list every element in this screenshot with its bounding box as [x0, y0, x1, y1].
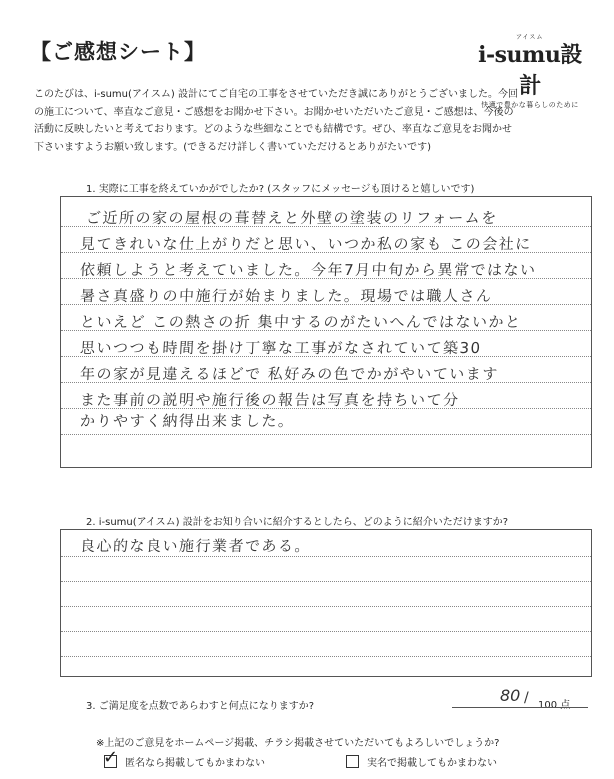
logo-main: i-sumu設計 [478, 42, 582, 99]
answer-2-line: 良心的な良い施行業者である。 [79, 537, 312, 555]
option-realname-label: 実名で掲載してもかまわない [367, 758, 497, 769]
checkbox-realname[interactable] [346, 755, 359, 768]
score-value: 80 [500, 686, 521, 705]
sheet-title: 【ご感想シート】 [30, 40, 206, 64]
answer-1-line: また事前の説明や施行後の報告は写真を持ちいて分 [79, 391, 460, 409]
logo-tagline: 快適で豊かな暮らしのために [481, 101, 579, 109]
answer-1-line: かりやすく納得出来ました。 [79, 412, 295, 430]
intro-line: の施工について、率直なご意見・ご感想をお聞かせ下さい。お聞かせいただいたご意見・ご感想は、今後の [34, 106, 514, 118]
option-realname[interactable] [346, 754, 497, 769]
checkmark-icon: ✓ [103, 747, 119, 768]
checkbox-anonymous[interactable] [103, 747, 119, 768]
question-3: 3. ご満足度を点数であらわすと何点になりますか? [86, 701, 315, 712]
answer-1-line: といえど この熱さの折 集中するのがたいへんではないかと [79, 313, 522, 331]
option-anonymous-label: 匿名なら掲載してもかまわない [125, 758, 265, 769]
logo-ruby: アイスム [516, 34, 544, 41]
question-1: 1. 実際に工事を終えていかがでしたか? (スタッフにメッセージも頂けると嬉しいです) [86, 184, 475, 195]
intro-text [34, 86, 594, 156]
answer-1-line: 暑さ真盛りの中施行が始まりました。現場では職人さん [79, 287, 493, 305]
answer-1-line: ご近所の家の屋根の葺替えと外壁の塗装のリフォームを [85, 209, 499, 227]
consent-question: ※上記のご意見をホームページ掲載、チラシ掲載させていただいてもよろしいでしょうか? [96, 738, 500, 749]
answer-1-line: 見てきれいな仕上がりだと思い、いつか私の家も この会社に [79, 235, 533, 253]
answer-1-line: 思いつつも時間を掛け丁寧な工事がなされていて築30 [79, 339, 483, 357]
intro-line: 下さいますようお願い致します。(できるだけ詳しく書いていただけるとありがたいです) [34, 141, 432, 153]
answer-1-line: 依頼しようと考えていました。今年7月中旬から異常ではない [79, 261, 537, 279]
score-max: 100 点 [538, 700, 571, 711]
intro-line: このたびは、i-sumu(アイスム) 設計にてご自宅の工事をさせていただき誠にありがとうございました。今回 [34, 89, 518, 100]
question-2: 2. i-sumu(アイスム) 設計をお知り合いに紹介するとしたら、どのように紹介いただけますか? [86, 517, 509, 528]
answer-1-line: 年の家が見違えるほどで 私好みの色でかがやいています [79, 365, 500, 383]
score-slash: / [524, 690, 529, 706]
score-underline [452, 707, 588, 708]
option-anonymous[interactable] [103, 747, 265, 769]
intro-line: 活動に反映したいと考えております。どのような些細なことでも結構です。ぜひ、率直なご意見をお聞かせ [34, 124, 512, 135]
